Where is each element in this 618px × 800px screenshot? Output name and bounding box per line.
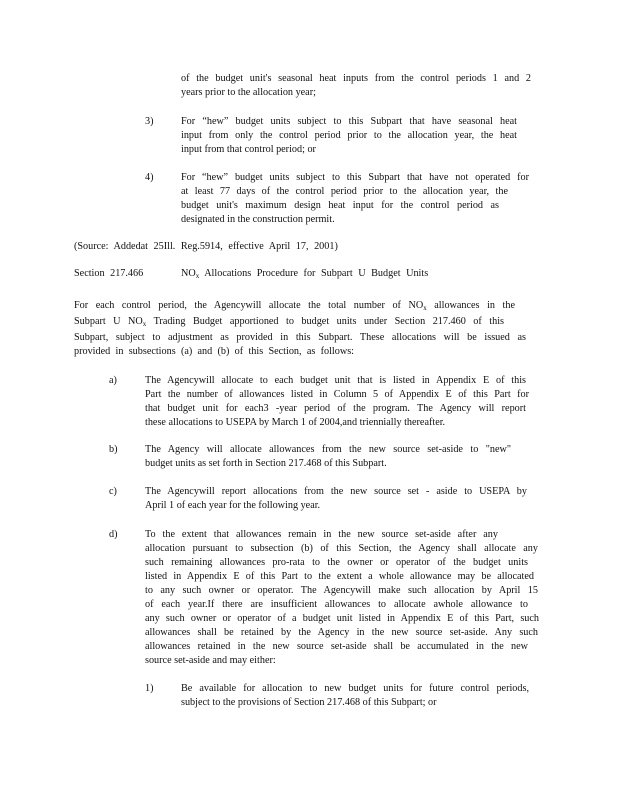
item-a-line-3: that budget unit for each3 -year period of the program. The Agency will report xyxy=(145,403,526,414)
item-a-line-4: these allocations to USEPA by March 1 of 2004,and triennially thereafter. xyxy=(145,417,446,428)
item-3-line-3: input from that control period; or xyxy=(181,144,316,155)
item-b-line-2: budget units as set forth in Section 217.468 of this Subpart. xyxy=(145,458,387,469)
item-3-line-2: input from only the control period prior to the allocation year, the heat xyxy=(181,130,517,141)
item-c-number: c) xyxy=(109,486,117,497)
item-3-number: 3) xyxy=(145,116,154,127)
item-d-line-6: of each year.If there are insufficient allowances to allocate awhole allowance to xyxy=(145,599,528,610)
item-d-line-8: allowances shall be retained by the Agency in the new source set-aside. Any such xyxy=(145,627,538,638)
item-c-line-1: The Agencywill report allocations from the new source set - aside to USEPA by xyxy=(145,486,527,497)
item-4-line-1: For “hew” budget units subject to this Subpart that have not operated for xyxy=(181,172,529,183)
item-d1-line-1: Be available for allocation to new budget units for future control periods, xyxy=(181,683,529,694)
item-d1-number: 1) xyxy=(145,683,154,694)
source-note: (Source: Addedat 25Ill. Reg.5914, effective April 17, 2001) xyxy=(74,241,338,252)
item-b-line-1: The Agency will allocate allowances from the new source set-aside to "new" xyxy=(145,444,511,455)
item-d-line-3: such remaining allowances pro-rata to the owner or operator of the budget units xyxy=(145,557,528,568)
continuation-line-2: years prior to the allocation year; xyxy=(181,87,316,98)
intro-line-2: Subpart U $NO_x$ Trading Budget apportioned to budget units under Section 217.460 of this xyxy=(74,316,504,328)
item-a-line-1: The Agencywill allocate to each budget unit that is listed in Appendix E of this xyxy=(145,375,526,386)
section-title: $NO_x$ Allocations Procedure for Subpart U Budget Units xyxy=(181,268,429,280)
item-d-line-1: To the extent that allowances remain in the new source set-aside after any xyxy=(145,529,498,540)
intro-line-3: Subpart, subject to adjustment as provided in this Subpart. These allocations will be issued as xyxy=(74,332,526,343)
continuation-line-1: of the budget unit's seasonal heat inputs from the control periods 1 and 2 xyxy=(181,73,531,84)
item-4-line-3: budget unit's maximum design heat input for the control period as xyxy=(181,200,499,211)
item-a-number: a) xyxy=(109,375,117,386)
section-number: Section 217.466 xyxy=(74,268,144,279)
item-a-line-2: Part the number of allowances listed in Column 5 of Appendix E of this Part for xyxy=(145,389,529,400)
intro-line-1: For each control period, the Agencywill allocate the total number of $NO_x$ allowances in the xyxy=(74,300,515,312)
item-4-number: 4) xyxy=(145,172,154,183)
item-3-line-1: For “hew” budget units subject to this Subpart that have seasonal heat xyxy=(181,116,517,127)
item-d-line-5: to any such owner or operator. The Agencywill make such allocation by April 15 xyxy=(145,585,538,596)
item-4-line-4: designated in the construction permit. xyxy=(181,214,335,225)
item-d-line-7: any such owner or operator of a budget unit listed in Appendix E of this Part, such xyxy=(145,613,539,624)
item-d-line-4: listed in Appendix E of this Part to the extent a whole allowance may be allocated xyxy=(145,571,534,582)
item-d-number: d) xyxy=(109,529,118,540)
item-d-line-10: source set-aside and may either: xyxy=(145,655,276,666)
item-c-line-2: April 1 of each year for the following year. xyxy=(145,500,321,511)
item-d-line-9: allowances retained in the new source set-aside shall be accumulated in the new xyxy=(145,641,528,652)
intro-line-4: provided in subsections (a) and (b) of this Section, as follows: xyxy=(74,346,354,357)
item-d1-line-2: subject to the provisions of Section 217.468 of this Subpart; or xyxy=(181,697,437,708)
item-b-number: b) xyxy=(109,444,118,455)
item-d-line-2: allocation pursuant to subsection (b) of this Section, the Agency shall allocate any xyxy=(145,543,538,554)
item-4-line-2: at least 77 days of the control period prior to the allocation year, the xyxy=(181,186,508,197)
